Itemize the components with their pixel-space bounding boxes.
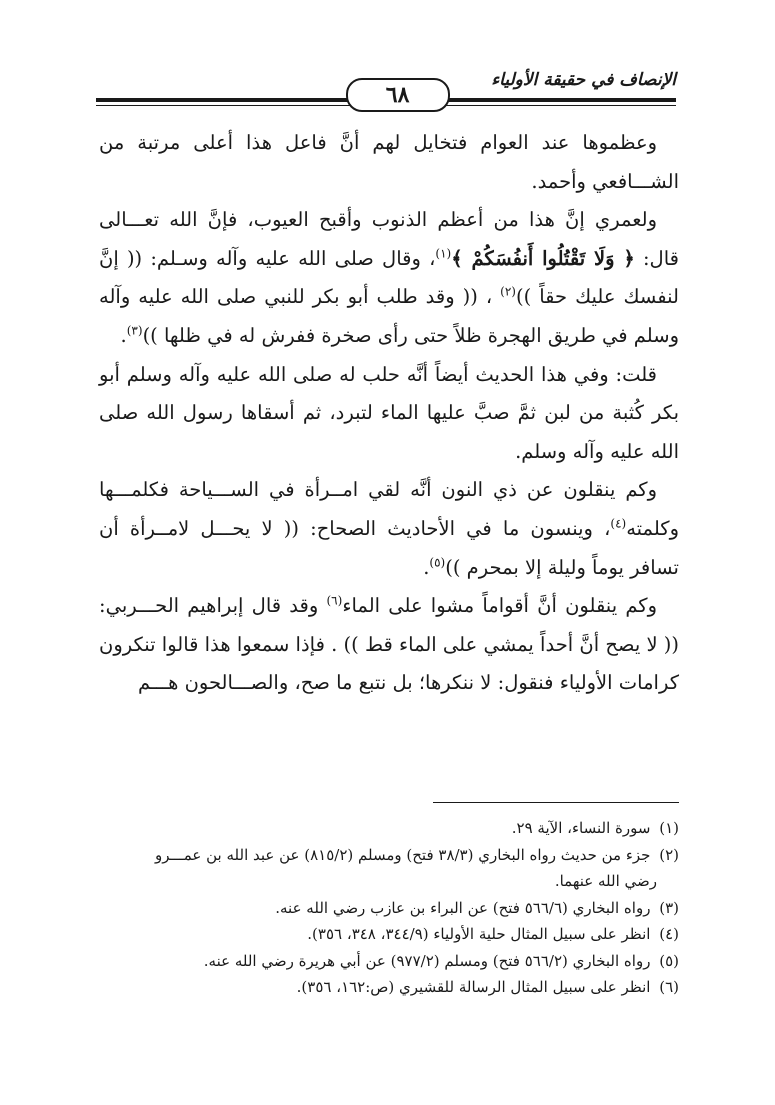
text-segment: ، (( وقد طلب أبو بكر للنبي صلى الله عليه وآله وسلم في طريق الهجرة ظلاً حتى رأى صخرة ففرش له في ظلها ))	[99, 285, 679, 347]
paragraph-2	[99, 201, 679, 355]
paragraph-5	[99, 587, 679, 703]
page-header	[96, 62, 676, 112]
text-segment: ولعمري إنَّ هذا من أعظم الذنوب وأقبح العيوب، فإنَّ الله تعـــالى قال:	[99, 208, 679, 270]
footnote-ref-5: (٥)	[429, 555, 446, 570]
footnote-text: رواه البخاري (٥٦٦/٦ فتح) عن البراء بن عازب رضي الله عنه.	[275, 898, 651, 917]
footnote-item	[99, 815, 679, 842]
text-segment: وكم ينقلون عن ذي النون أنَّه لقي امــرأة في الســـياحة فكلمـــها وكلمته	[99, 478, 679, 540]
text-segment: وعظموها عند العوام فتخايل لهم أنَّ فاعل هذا أعلى مرتبة من الشـــافعي وأحمد.	[99, 131, 679, 193]
footnote-ref-3: (٣)	[126, 323, 143, 338]
footnote-ref-2: (٢)	[500, 284, 516, 299]
footnote-ref-1: (١)	[435, 246, 452, 261]
text-segment: ، وقال صلى الله عليه وآله وسـلم: (( إنَّ لنفسك عليك حقاً ))	[99, 246, 680, 309]
page-number: ٦٨	[346, 78, 450, 112]
footnote-continuation: رضي الله عنهما.	[554, 872, 657, 890]
paragraph-3	[99, 356, 679, 472]
footnote-text: سورة النساء، الآية ٢٩.	[511, 819, 651, 837]
footnote-item	[99, 921, 679, 948]
footnote-text: جزء من حديث رواه البخاري (٣٨/٣ فتح) ومسلم (٨١٥/٢) عن عبد الله بن عمـــرو	[155, 845, 651, 864]
footnote-number: (٢)	[659, 845, 679, 864]
paragraph-1	[99, 124, 679, 201]
footnote-text: انظر على سبيل المثال حلية الأولياء (٣٤٤/٩، ٣٤٨، ٣٥٦).	[307, 925, 651, 943]
footnote-number: (٣)	[659, 898, 679, 917]
footnote-number: (٤)	[659, 925, 679, 943]
text-segment: قلت: وفي هذا الحديث أيضاً أنَّه حلب له صلى الله عليه وآله وسلم أبو بكر كُثبة من لبن ثمَّ صبَّ عليها الماء لتبرد، ثم أسقاها رسول الله صلى الله عليه وآله وسلم.	[99, 362, 679, 463]
quran-verse: ﴿ وَلَا تَقْتُلُوا أَنفُسَكُمْ ﴾	[451, 246, 635, 270]
text-segment: وقد قال إبراهيم الحـــربي: (( لا يصح أنَّ أحداً يمشي على الماء قط )) . فإذا سمعوا هذا قالوا تنكرون كرامات الأولياء فنقول: لا ننكرها؛ بل نتبع ما صح، والصـــالحون هـــم	[99, 594, 679, 695]
text-segment: .	[120, 323, 127, 347]
footnote-item	[99, 974, 679, 1001]
text-segment: وكم ينقلون أنَّ أقواماً مشوا على الماء	[342, 594, 658, 618]
footnote-number: (١)	[659, 819, 679, 837]
footnote-number: (٥)	[659, 951, 679, 970]
text-segment: .	[423, 555, 430, 579]
footnote-ref-4: (٤)	[610, 516, 627, 531]
footnote-text: رواه البخاري (٥٦٦/٢ فتح) ومسلم (٩٧٧/٢) عن أبي هريرة رضي الله عنه.	[203, 951, 651, 970]
running-title: الإنصاف في حقيقة الأولياء	[491, 70, 676, 90]
text-segment: ، وينسون ما في الأحاديث الصحاح: (( لا يحـــل لامــرأة أن تسافر يوماً وليلة إلا بمحرم ))	[99, 516, 679, 579]
footnotes	[99, 815, 679, 1001]
main-text	[99, 124, 679, 703]
footnote-ref-6: (٦)	[326, 593, 343, 608]
footnote-item	[99, 895, 679, 922]
footnote-item	[99, 842, 679, 895]
footnote-item	[99, 948, 679, 975]
footnote-text: انظر على سبيل المثال الرسالة للقشيري (ص:١٦٢، ٣٥٦).	[296, 978, 651, 996]
paragraph-4	[99, 471, 679, 587]
footnote-separator	[433, 802, 679, 803]
footnote-number: (٦)	[659, 978, 679, 996]
